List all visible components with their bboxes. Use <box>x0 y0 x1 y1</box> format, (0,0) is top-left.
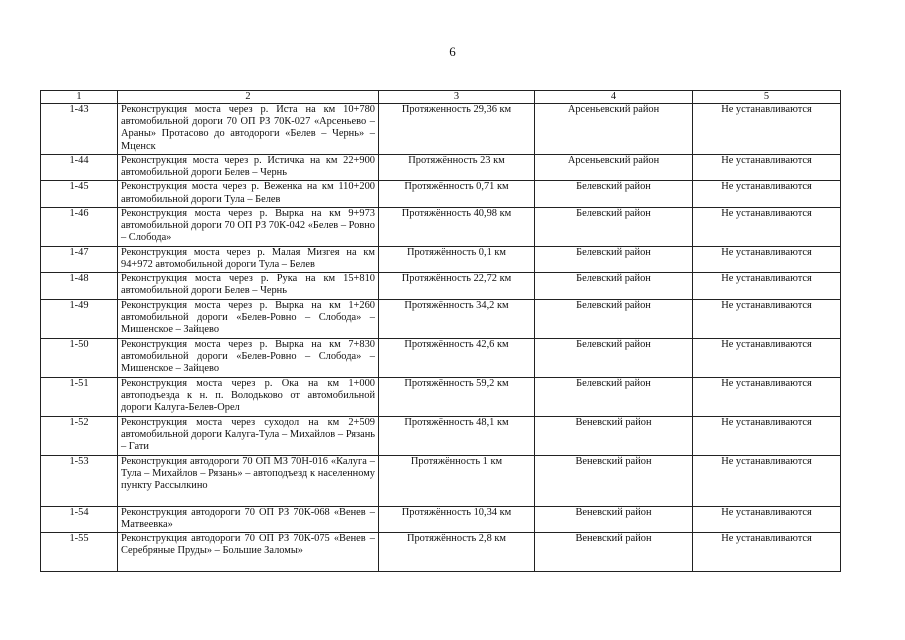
object-name: Реконструкция автодороги 70 ОП МЗ 70Н-016 «Калуга – Тула – Михайлов – Рязань» – автоподъезд к населенному пункту Рассылкино <box>118 455 379 506</box>
object-district: Веневский район <box>535 416 693 455</box>
table-row <box>41 299 841 338</box>
row-number: 1-52 <box>41 416 118 455</box>
row-number: 1-54 <box>41 506 118 532</box>
object-district: Веневский район <box>535 506 693 532</box>
table-row <box>41 506 841 532</box>
object-district: Арсеньевский район <box>535 155 693 181</box>
object-extent: Протяженность 29,36 км <box>379 104 535 155</box>
object-restriction: Не устанавливаются <box>693 246 841 272</box>
object-name: Реконструкция моста через р. Вырка на км 9+973 автомобильной дороги 70 ОП РЗ 70К-042 «Белев – Ровно – Слобода» <box>118 207 379 246</box>
object-district: Белевский район <box>535 338 693 377</box>
table-row <box>41 416 841 455</box>
object-name: Реконструкция моста через р. Иста на км 10+780 автомобильной дороги 70 ОП РЗ 70К-027 «Арсеньево – Араны» Протасово до автодороги «Белев – Чернь» – Мценск <box>118 104 379 155</box>
row-number: 1-44 <box>41 155 118 181</box>
table-row <box>41 155 841 181</box>
object-restriction: Не устанавливаются <box>693 299 841 338</box>
object-extent: Протяжённость 0,1 км <box>379 246 535 272</box>
object-district: Белевский район <box>535 207 693 246</box>
row-number: 1-46 <box>41 207 118 246</box>
row-number: 1-45 <box>41 181 118 207</box>
object-restriction: Не устанавливаются <box>693 338 841 377</box>
table-row <box>41 273 841 299</box>
object-district: Белевский район <box>535 299 693 338</box>
object-restriction: Не устанавливаются <box>693 533 841 572</box>
column-header-4: 4 <box>535 91 693 104</box>
table-row <box>41 377 841 416</box>
object-district: Белевский район <box>535 181 693 207</box>
object-restriction: Не устанавливаются <box>693 416 841 455</box>
table-row <box>41 338 841 377</box>
object-extent: Протяжённость 0,71 км <box>379 181 535 207</box>
table-body <box>41 104 841 572</box>
object-name: Реконструкция моста через р. Вырка на км 7+830 автомобильной дороги «Белев-Ровно – Слобода» – Мишенское – Зайцево <box>118 338 379 377</box>
row-number: 1-47 <box>41 246 118 272</box>
object-extent: Протяжённость 22,72 км <box>379 273 535 299</box>
object-extent: Протяжённость 2,8 км <box>379 533 535 572</box>
header-row <box>41 91 841 104</box>
object-extent: Протяжённость 1 км <box>379 455 535 506</box>
table-row <box>41 246 841 272</box>
column-header-1: 1 <box>41 91 118 104</box>
object-extent: Протяжённость 59,2 км <box>379 377 535 416</box>
row-number: 1-49 <box>41 299 118 338</box>
object-district: Веневский район <box>535 455 693 506</box>
objects-table <box>40 90 841 572</box>
column-header-3: 3 <box>379 91 535 104</box>
row-number: 1-51 <box>41 377 118 416</box>
object-district: Белевский район <box>535 246 693 272</box>
object-restriction: Не устанавливаются <box>693 273 841 299</box>
object-name: Реконструкция моста через р. Вырка на км 1+260 автомобильной дороги «Белев-Ровно – Слобода» – Мишенское – Зайцево <box>118 299 379 338</box>
object-extent: Протяжённость 40,98 км <box>379 207 535 246</box>
object-extent: Протяжённость 34,2 км <box>379 299 535 338</box>
table-row <box>41 181 841 207</box>
object-extent: Протяжённость 10,34 км <box>379 506 535 532</box>
object-name: Реконструкция моста через р. Истичка на км 22+900 автомобильной дороги Белев – Чернь <box>118 155 379 181</box>
table-row <box>41 207 841 246</box>
column-header-5: 5 <box>693 91 841 104</box>
object-name: Реконструкция моста через р. Малая Мизгея на км 94+972 автомобильной дороги Тула – Белев <box>118 246 379 272</box>
object-restriction: Не устанавливаются <box>693 104 841 155</box>
object-district: Веневский район <box>535 533 693 572</box>
object-restriction: Не устанавливаются <box>693 181 841 207</box>
object-extent: Протяжённость 23 км <box>379 155 535 181</box>
row-number: 1-48 <box>41 273 118 299</box>
object-restriction: Не устанавливаются <box>693 155 841 181</box>
table-row <box>41 533 841 572</box>
table-header <box>41 91 841 104</box>
object-district: Белевский район <box>535 273 693 299</box>
object-restriction: Не устанавливаются <box>693 506 841 532</box>
object-district: Белевский район <box>535 377 693 416</box>
object-extent: Протяжённость 42,6 км <box>379 338 535 377</box>
object-name: Реконструкция автодороги 70 ОП РЗ 70К-068 «Венев – Матвеевка» <box>118 506 379 532</box>
object-extent: Протяжённость 48,1 км <box>379 416 535 455</box>
table-row <box>41 104 841 155</box>
object-restriction: Не устанавливаются <box>693 455 841 506</box>
row-number: 1-53 <box>41 455 118 506</box>
row-number: 1-55 <box>41 533 118 572</box>
object-name: Реконструкция моста через р. Ока на км 1+000 автоподъезда к н. п. Володьково от автомобильной дороги Калуга-Белев-Орел <box>118 377 379 416</box>
object-district: Арсеньевский район <box>535 104 693 155</box>
column-header-2: 2 <box>118 91 379 104</box>
row-number: 1-50 <box>41 338 118 377</box>
page-number: 6 <box>449 44 456 59</box>
table-row <box>41 455 841 506</box>
object-name: Реконструкция моста через р. Рука на км 15+810 автомобильной дороги Белев – Чернь <box>118 273 379 299</box>
object-restriction: Не устанавливаются <box>693 377 841 416</box>
object-name: Реконструкция автодороги 70 ОП РЗ 70К-075 «Венев – Серебряные Пруды» – Большие Заломы» <box>118 533 379 572</box>
object-name: Реконструкция моста через суходол на км 2+509 автомобильной дороги Калуга-Тула – Михайлов – Рязань – Гати <box>118 416 379 455</box>
object-name: Реконструкция моста через р. Веженка на км 110+200 автомобильной дороги Тула – Белев <box>118 181 379 207</box>
row-number: 1-43 <box>41 104 118 155</box>
object-restriction: Не устанавливаются <box>693 207 841 246</box>
